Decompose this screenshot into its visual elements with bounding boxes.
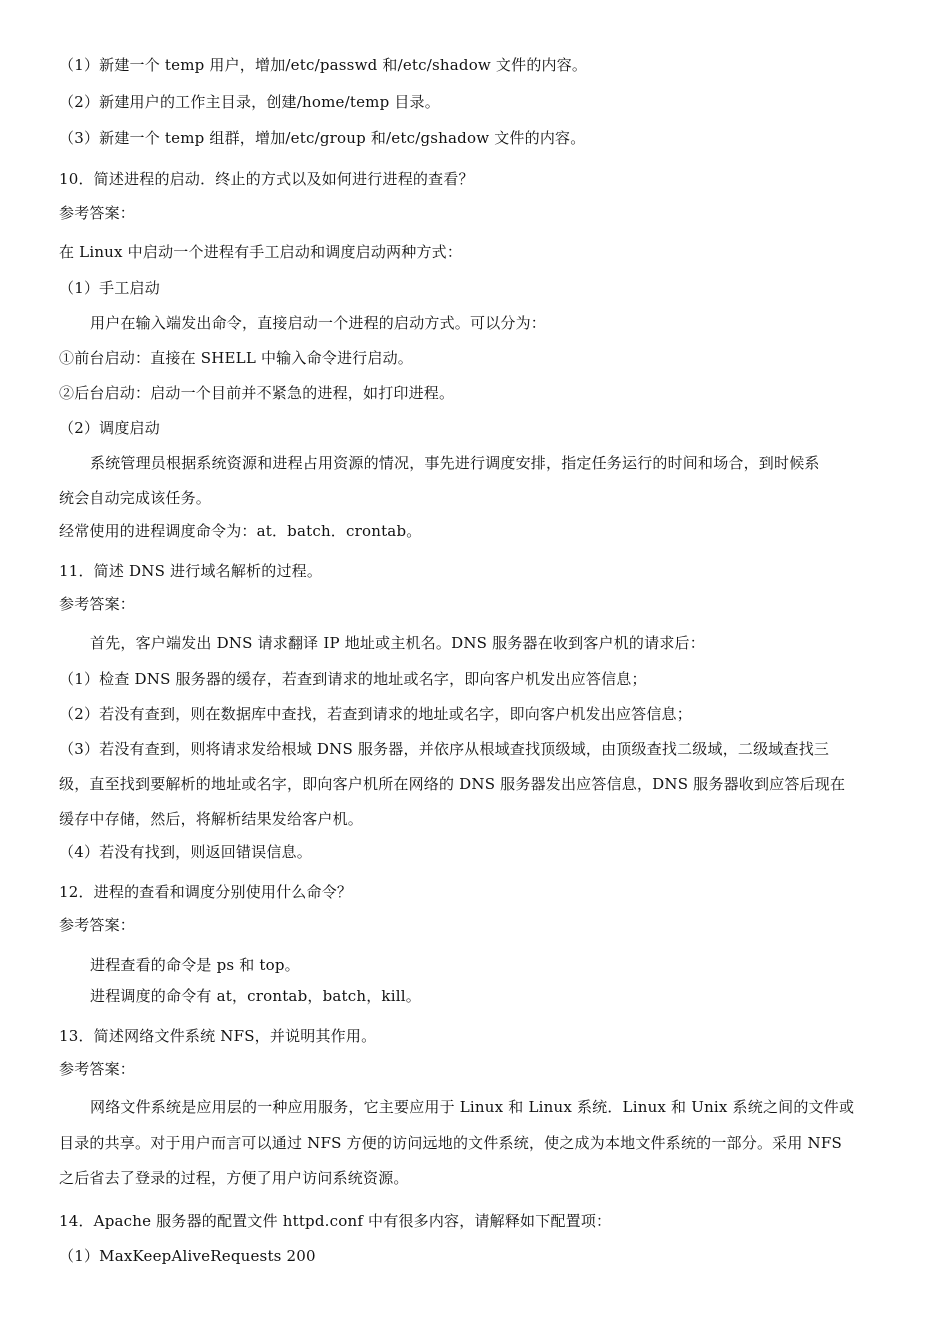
paragraph: 进程查看的命令是 ps 和 top。 [90,956,300,974]
paragraph: 在 Linux 中启动一个进程有手工启动和调度启动两种方式： [59,243,463,261]
paragraph-line: 系统管理员根据系统资源和进程占用资源的情况，事先进行调度安排，指定任务运行的时间和场合，到时候系 [90,454,820,472]
list-item: （2）若没有查到，则在数据库中查找，若查到请求的地址或名字，即向客户机发出应答信息； [59,705,692,723]
question-14: 14．Apache 服务器的配置文件 httpd.conf 中有很多内容，请解释如下配置项： [59,1212,612,1230]
question-11: 11．简述 DNS 进行域名解析的过程。 [59,562,323,580]
question-13: 13．简述网络文件系统 NFS，并说明其作用。 [59,1027,377,1045]
paragraph-line: 之后省去了登录的过程，方便了用户访问系统资源。 [59,1169,409,1187]
answer-label-10: 参考答案： [59,204,136,222]
paragraph-line: 统会自动完成该任务。 [59,489,212,507]
subheading: （2）调度启动 [59,419,160,437]
question-12: 12．进程的查看和调度分别使用什么命令？ [59,883,353,901]
paragraph: 首先，客户端发出 DNS 请求翻译 IP 地址或主机名。DNS 服务器在收到客户机的请求后： [90,634,705,652]
paragraph-line: 网络文件系统是应用层的一种应用服务，它主要应用于 Linux 和 Linux 系统．Linux 和 Unix 系统之间的文件或 [90,1098,855,1116]
list-item-line: （3）若没有查到，则将请求发给根域 DNS 服务器，并依序从根域查找顶级域，由顶级查找二级域，二级域查找三 [59,740,830,758]
list-item: ②后台启动：启动一个目前并不紧急的进程，如打印进程。 [59,384,455,402]
paragraph: 经常使用的进程调度命令为：at．batch．crontab。 [59,522,422,540]
paragraph: 进程调度的命令有 at，crontab，batch，kill。 [90,987,421,1005]
list-item: （4）若没有找到，则返回错误信息。 [59,843,312,861]
answer-label-11: 参考答案： [59,595,136,613]
paragraph: 用户在输入端发出命令，直接启动一个进程的启动方式。可以分为： [90,314,547,332]
paragraph-line: 目录的共享。对于用户而言可以通过 NFS 方便的访问远地的文件系统，使之成为本地文件系统的一部分。采用 NFS [59,1134,842,1152]
list-item: （1）MaxKeepAliveRequests 200 [59,1247,316,1265]
subheading: （1）手工启动 [59,279,160,297]
list-item-2: （2）新建用户的工作主目录，创建/home/temp 目录。 [59,93,440,111]
answer-label-13: 参考答案： [59,1060,136,1078]
list-item-3: （3）新建一个 temp 组群，增加/etc/group 和/etc/gshadow 文件的内容。 [59,129,586,147]
answer-label-12: 参考答案： [59,916,136,934]
question-10: 10．简述进程的启动．终止的方式以及如何进行进程的查看？ [59,170,474,188]
list-item: ①前台启动：直接在 SHELL 中输入命令进行启动。 [59,349,413,367]
list-item-line: 级，直至找到要解析的地址或名字，即向客户机所在网络的 DNS 服务器发出应答信息，DNS 服务器收到应答后现在 [59,775,846,793]
list-item: （1）检查 DNS 服务器的缓存，若查到请求的地址或名字，即向客户机发出应答信息； [59,670,647,688]
list-item-line: 缓存中存储，然后，将解析结果发给客户机。 [59,810,364,828]
list-item-1: （1）新建一个 temp 用户，增加/etc/passwd 和/etc/shadow 文件的内容。 [59,56,588,74]
